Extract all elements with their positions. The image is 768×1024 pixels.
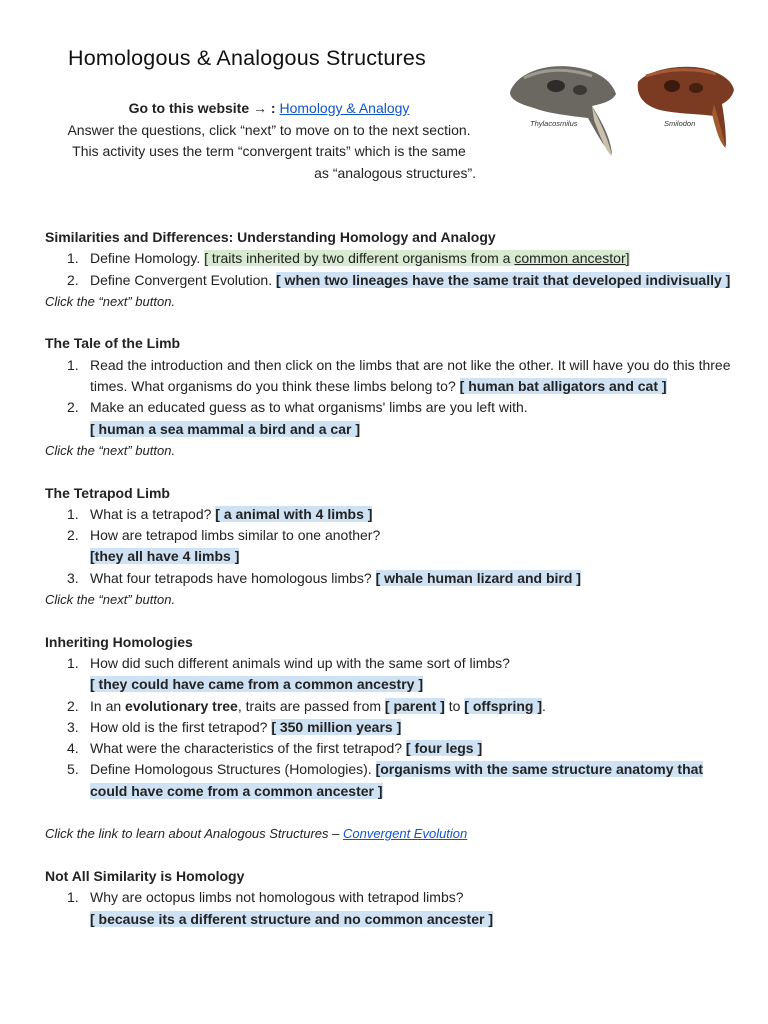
list-item: 3. What four tetrapods have homologous limbs? [ whale human lizard and bird ] xyxy=(67,569,581,586)
section-2-list xyxy=(45,355,735,440)
list-item: 1. How did such different animals wind up with the same sort of limbs? [ they could have came from a common ancestry ] xyxy=(67,654,510,693)
section-5-list xyxy=(45,887,735,930)
answer-text[interactable]: [ because its a different structure and no common ancester ] xyxy=(90,910,493,927)
analogous-structures-instruction: Click the link to learn about Analogous Structures – Convergent Evolution xyxy=(45,826,468,842)
list-item: 1. Why are octopus limbs not homologous with tetrapod limbs? [ because its a different structure and no common ancester ] xyxy=(67,889,493,927)
list-item: 1. Define Homology. [ traits inherited by two different organisms from a common ancestor] xyxy=(67,250,630,267)
list-item: 2. In an evolutionary tree, traits are passed from [ parent ] to [ offspring ]. xyxy=(67,697,546,714)
list-item: 3. How old is the first tetrapod? [ 350 million years ] xyxy=(67,718,402,735)
answer-text[interactable]: [ human bat alligators and cat ] xyxy=(459,378,667,395)
homology-analogy-link[interactable]: Homology & Analogy xyxy=(279,100,410,116)
answer-text[interactable]: [they all have 4 limbs ] xyxy=(90,548,240,565)
click-next-instruction: Click the “next” button. xyxy=(45,442,176,458)
intro-line-2: Answer the questions, click “next” to move on to the next section. xyxy=(67,121,471,138)
answer-text[interactable]: [organisms with the same structure anatomy that could have come from a common ancester ] xyxy=(90,761,704,799)
list-item: 2. How are tetrapod limbs similar to one another? [they all have 4 limbs ] xyxy=(67,527,381,565)
smilodon-caption: Smilodon xyxy=(664,119,696,128)
answer-text[interactable]: [ 350 million years ] xyxy=(271,718,402,735)
worksheet-content xyxy=(45,227,735,930)
answer-text[interactable]: [ parent ] xyxy=(384,697,445,714)
answer-text[interactable]: [ a animal with 4 limbs ] xyxy=(215,505,373,522)
intro-line-4: as “analogous structures”. xyxy=(314,164,476,181)
thylacosmilus-caption: Thylacosmilus xyxy=(530,119,578,128)
answer-text[interactable]: [ offspring ] xyxy=(464,697,543,714)
section-title-inheriting-homologies: Inheriting Homologies xyxy=(45,633,193,650)
answer-text[interactable]: [ when two lineages have the same trait that developed indivisually ] xyxy=(276,271,731,288)
smilodon-skull xyxy=(638,67,734,148)
list-item: 1. What is a tetrapod? [ a animal with 4 limbs ] xyxy=(67,505,373,522)
list-item: 1. Read the introduction and then click on the limbs that are not like the other. It will have you do this three times. What organisms do you think these limbs belong to? [ human bat alligators and cat ] xyxy=(67,356,731,395)
list-item: 2. Make an educated guess as to what organisms' limbs are you left with. [ human a sea mammal a bird and a car ] xyxy=(67,399,528,437)
answer-text[interactable]: [ whale human lizard and bird ] xyxy=(375,569,581,586)
click-next-instruction: Click the “next” button. xyxy=(45,592,176,608)
section-1-list xyxy=(45,248,735,291)
section-title-not-all-similarity: Not All Similarity is Homology xyxy=(45,867,245,884)
answer-text[interactable]: [ four legs ] xyxy=(405,740,483,757)
answer-text[interactable]: [ they could have came from a common ancestry ] xyxy=(90,676,423,693)
click-next-instruction: Click the “next” button. xyxy=(45,293,176,309)
thylacosmilus-skull xyxy=(510,66,616,156)
section-title-tetrapod-limb: The Tetrapod Limb xyxy=(45,484,170,501)
list-item: 2. Define Convergent Evolution. [ when two lineages have the same trait that developed indivisually ] xyxy=(67,271,731,288)
list-item: 5. Define Homologous Structures (Homologies). [organisms with the same structure anatomy that could have come from a common ancester ] xyxy=(67,761,704,799)
goto-label: Go to this website → : xyxy=(128,100,276,116)
section-3-list xyxy=(45,504,735,589)
answer-text[interactable]: [ human a sea mammal a bird and a car ] xyxy=(90,420,360,437)
intro-line-3: This activity uses the term “convergent traits” which is the same xyxy=(72,143,466,159)
skulls-image xyxy=(500,56,740,162)
list-item: 4. What were the characteristics of the first tetrapod? [ four legs ] xyxy=(67,740,483,757)
section-4-list xyxy=(45,653,735,802)
intro-block xyxy=(44,98,494,184)
section-title-similarities: Similarities and Differences: Understanding Homology and Analogy xyxy=(45,229,496,245)
convergent-evolution-link[interactable]: Convergent Evolution xyxy=(342,826,468,842)
section-title-tale-of-limb: The Tale of the Limb xyxy=(45,335,181,352)
page-title: Homologous & Analogous Structures xyxy=(68,46,426,70)
